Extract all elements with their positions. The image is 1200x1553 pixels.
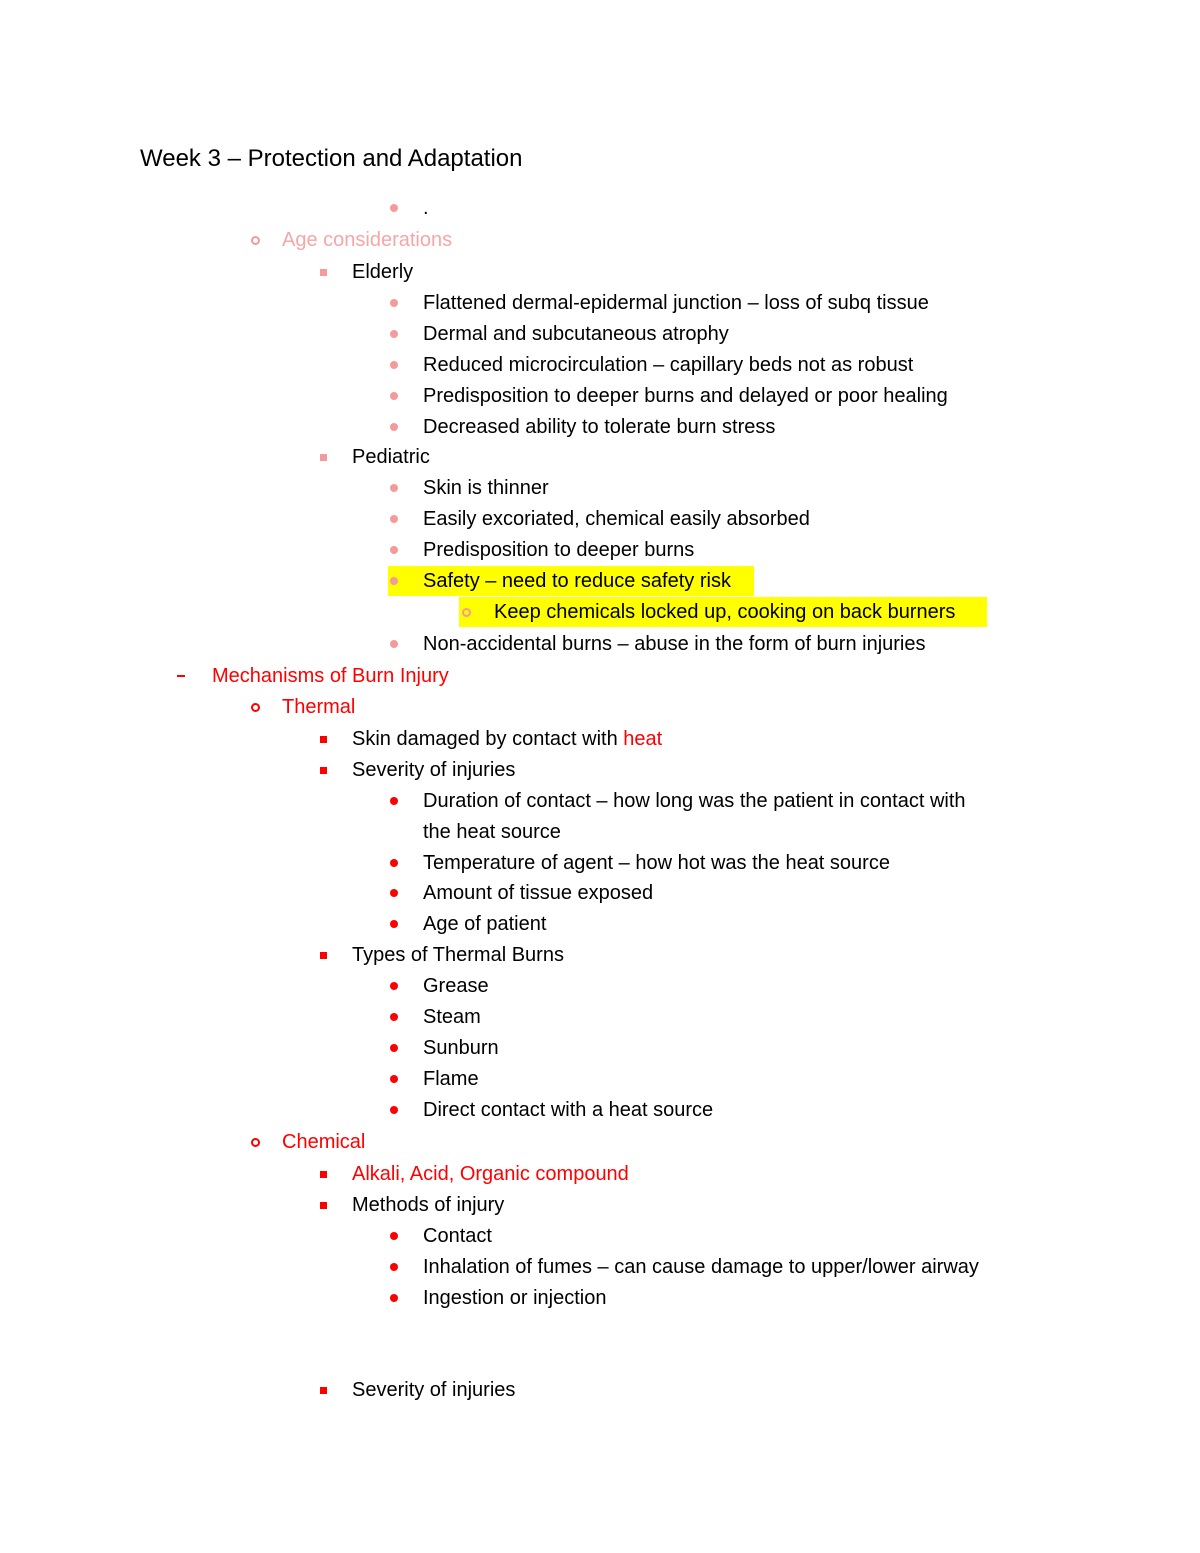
- bullet-square-icon: [318, 756, 328, 784]
- bullet-dot-icon: [388, 849, 400, 877]
- emphasis-word: heat: [623, 728, 663, 750]
- bullet-ring-icon: [459, 598, 473, 626]
- bullet-dot-icon: [388, 787, 400, 815]
- bullet-dot-icon: [388, 320, 400, 348]
- list-item-text: Elderly: [352, 261, 414, 283]
- bullet-ring-icon: [248, 226, 262, 254]
- list-item-text: Predisposition to deeper burns and delayed or poor healing: [423, 385, 948, 407]
- bullet-dot-icon: [388, 1284, 400, 1312]
- bullet-dot-icon: [388, 630, 400, 658]
- bullet-square-icon: [318, 1191, 328, 1219]
- bullet-square-icon: [318, 443, 328, 471]
- bullet-square-icon: [318, 941, 328, 969]
- list-item-text: Ingestion or injection: [423, 1287, 607, 1309]
- bullet-dot-icon: [388, 194, 400, 222]
- list-item-text: Contact: [423, 1225, 492, 1247]
- bullet-dot-icon: [388, 289, 400, 317]
- bullet-ring-icon: [248, 1128, 262, 1156]
- bullet-dot-icon: [388, 1065, 400, 1093]
- bullet-dot-icon: [388, 910, 400, 938]
- bullet-dot-icon: [388, 1253, 400, 1281]
- list-item-text: Decreased ability to tolerate burn stress: [423, 416, 776, 438]
- section-heading: Thermal: [282, 696, 356, 718]
- list-item-text: Sunburn: [423, 1037, 499, 1059]
- list-item-text: Flattened dermal-epidermal junction – loss of subq tissue: [423, 292, 929, 314]
- bullet-dot-icon: [388, 879, 400, 907]
- list-item-text: Types of Thermal Burns: [352, 944, 564, 966]
- list-item-text: Easily excoriated, chemical easily absorbed: [423, 508, 810, 530]
- list-item-text: Methods of injury: [352, 1194, 505, 1216]
- list-item-text: Age of patient: [423, 913, 547, 935]
- section-heading: Age considerations: [282, 229, 453, 251]
- list-item-text: Steam: [423, 1006, 481, 1028]
- list-item-text: Severity of injuries: [352, 1379, 516, 1401]
- list-item-text: Temperature of agent – how hot was the heat source: [423, 852, 890, 874]
- list-item-text: Direct contact with a heat source: [423, 1099, 714, 1121]
- list-item-text: Duration of contact – how long was the patient in contact with: [423, 790, 966, 812]
- list-item-text: Skin is thinner: [423, 477, 549, 499]
- bullet-dot-icon: [388, 351, 400, 379]
- bullet-square-icon: [318, 1160, 328, 1188]
- list-item-text: Pediatric: [352, 446, 430, 468]
- bullet-dot-icon: [388, 505, 400, 533]
- section-heading: Chemical: [282, 1131, 366, 1153]
- list-item-text: the heat source: [423, 821, 561, 843]
- bullet-dot-icon: [388, 413, 400, 441]
- list-item-text: .: [423, 197, 429, 219]
- list-item-text: Skin damaged by contact with heat: [352, 728, 663, 750]
- list-item-text: Safety – need to reduce safety risk: [423, 570, 731, 592]
- bullet-dot-icon: [388, 1222, 400, 1250]
- list-item-text: Amount of tissue exposed: [423, 882, 654, 904]
- bullet-dot-icon: [388, 536, 400, 564]
- list-item-text: Severity of injuries: [352, 759, 516, 781]
- bullet-dot-icon: [388, 474, 400, 502]
- bullet-ring-icon: [248, 693, 262, 721]
- list-item-text: Non-accidental burns – abuse in the form of burn injuries: [423, 633, 926, 655]
- bullet-dot-icon: [388, 567, 400, 595]
- list-item-text: Reduced microcirculation – capillary beds not as robust: [423, 354, 914, 376]
- list-item-text: Inhalation of fumes – can cause damage to upper/lower airway: [423, 1256, 979, 1278]
- list-item-text: Keep chemicals locked up, cooking on back burners: [494, 601, 956, 623]
- bullet-dot-icon: [388, 972, 400, 1000]
- bullet-dot-icon: [388, 1034, 400, 1062]
- bullet-square-icon: [318, 725, 328, 753]
- bullet-dash-icon: [175, 662, 187, 690]
- list-item-text: Flame: [423, 1068, 479, 1090]
- list-item-text: Dermal and subcutaneous atrophy: [423, 323, 729, 345]
- bullet-dot-icon: [388, 1096, 400, 1124]
- bullet-square-icon: [318, 1376, 328, 1404]
- section-heading: Mechanisms of Burn Injury: [212, 665, 449, 687]
- list-item-text: Grease: [423, 975, 489, 997]
- bullet-dot-icon: [388, 382, 400, 410]
- list-item-text: Predisposition to deeper burns: [423, 539, 695, 561]
- list-item-text: Alkali, Acid, Organic compound: [352, 1163, 629, 1185]
- document-title: Week 3 – Protection and Adaptation: [140, 145, 523, 172]
- bullet-dot-icon: [388, 1003, 400, 1031]
- bullet-square-icon: [318, 258, 328, 286]
